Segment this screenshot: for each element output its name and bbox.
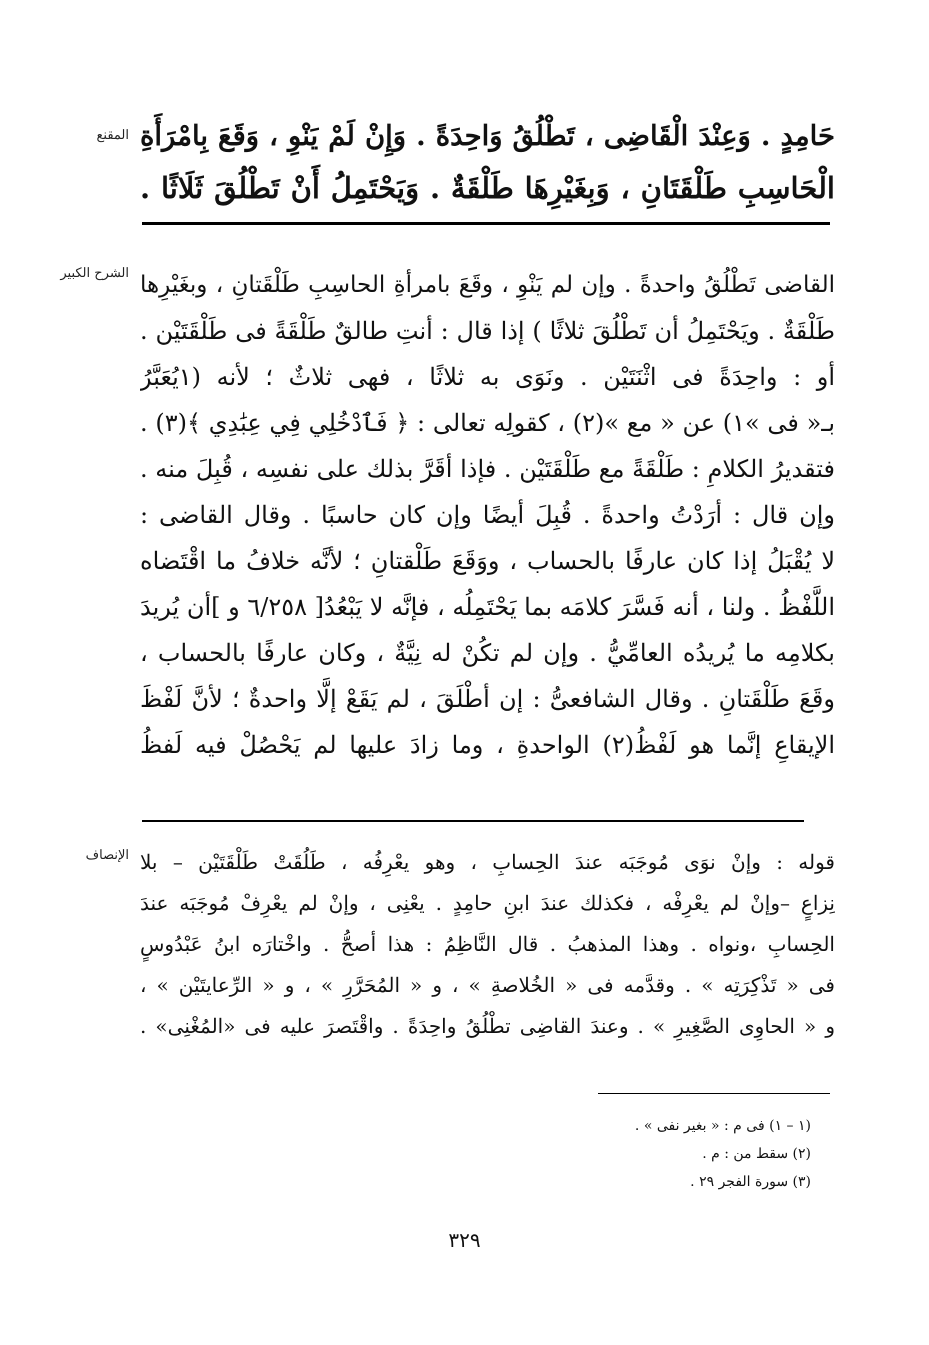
- label-insaf: الإنصاف: [85, 848, 129, 863]
- footnote: (٣) سورة الفجر ٢٩ .: [690, 1174, 811, 1190]
- insaf-line: فى « تَذْكِرَتِه » . وقدَّمه فى « الخُلاصةِ » ، و « المُحَرَّرِ » ، و « الرِّعايتَيْن » ،: [140, 973, 835, 997]
- sharh-line: فتقديرُ الكلامِ : طَلْقَةً مع طَلْقَتَيْن . فإذا أقَرَّ بذلك على نفسِه ، قُبِلَ منه .: [140, 455, 835, 483]
- footnote: (١ – ١) فى م : « بغير نفى » .: [634, 1118, 811, 1134]
- insaf-line: الحِسابِ ،ونواه . وهذا المذهبُ . قال النَّاظِمُ : هذا أصحُّ . واخْتارَه ابنُ عَبْدُوسٍ: [140, 932, 835, 956]
- sharh-line: بـ« فى »١) عن « مع »(٢) ، كقولِه تعالى : ﴿ فَٱدْخُلِي فِي عِبَٰدِي ﴾(٣) .: [140, 409, 835, 437]
- sharh-line: بكلامِه ما يُريدُه العامِّيُّ . وإن لم تكُنْ له نِيَّةٌ ، وكان عارفًا بالحساب ،: [140, 639, 835, 667]
- sharh-text: [140, 262, 835, 768]
- sharh-line: وإن قال : أرَدْتُ واحدةً . قُبِلَ أيضًا وإن كان حاسبًا . وقال القاضى :: [140, 501, 835, 529]
- muqni-line: حَامِدٍ . وَعِنْدَ الْقَاضِى ، تَطْلُقُ وَاحِدَةً . وَإِنْ لَمْ يَنْوِ ، وَقَعَ بِامْرَأَةِ: [140, 120, 835, 152]
- sharh-line: لا يُقْبَلُ إذا كان عارفًا بالحساب ، ووَقَعَ طَلْقتانِ ؛ لأنَّه خلافُ ما اقْتَضاه: [140, 547, 835, 575]
- sharh-line: اللَّفْظُ . ولنا ، أنه فَسَّرَ كلامَه بما يَحْتَمِلُه ، فإنَّه لا يَبْعُدُ[ ٦/٢٥٨ و ]أن يُريدَ: [140, 593, 835, 621]
- muqni-text: [140, 110, 835, 214]
- label-muqni: المقنع: [96, 128, 129, 143]
- label-sharh: الشرح الكبير: [60, 266, 129, 281]
- section-divider: [142, 820, 804, 822]
- footnote: (٢) سقط من : م .: [702, 1146, 811, 1162]
- insaf-line: نِزاعٍ –وإنْ لم يعْرِفْه ، فكذلك عندَ ابنِ حامِدٍ . يعْنِى ، وإنْ لم يعْرِفْ مُوجَبَه عندَ: [140, 891, 835, 915]
- section-divider-thick: [142, 222, 830, 225]
- footnote-divider: [598, 1093, 830, 1094]
- insaf-text: [140, 842, 835, 1047]
- insaf-line: قوله : وإنْ نوَى مُوجَبَه عندَ الحِسابِ ، وهو يعْرِفُه ، طَلُقَتْ طَلْقَتَيْن – بلا: [140, 850, 835, 874]
- sharh-line: القاضى تَطْلُقُ واحدةً . وإن لم يَنْوِ ، وقَعَ بامرأةِ الحاسِبِ طَلْقَتانِ ، وبغَيْرِها: [140, 272, 835, 298]
- sharh-line: الإيقاعِ إنَّما هو لَفْظُ(٢) الواحدةِ ، وما زادَ عليها لم يَحْصُلْ فيه لَفظُ: [140, 731, 835, 759]
- sharh-line: طَلْقَةٌ . ويَحْتَمِلُ أن تَطْلُقَ ثلاثًا ) إذا قال : أنتِ طالقٌ طَلْقَةً فى طَلْقَتَيْن .: [140, 317, 835, 345]
- page-number: ٣٢٩: [448, 1228, 481, 1252]
- insaf-line: و « الحاوِى الصَّغِيرِ » . وعندَ القاضِى تطْلُقُ واحِدَةً . واقْتَصرَ عليه فى «المُغْنِى» .: [140, 1014, 835, 1038]
- muqni-line: الْحَاسِبِ طَلْقَتَانِ ، وَبِغَيْرِهَا طَلْقَةٌ . وَيَحْتَمِلُ أَنْ تَطْلُقَ ثَلَاثًا .: [140, 171, 835, 205]
- sharh-line: أو : واحِدَةً فى اثْنَتَيْن . ونَوَى به ثلاثًا ، فهى ثلاثٌ ؛ لأنه (١يُعَبَّرُ: [140, 363, 835, 391]
- sharh-line: وقَعَ طَلْقَتانِ . وقال الشافعىُّ : إن أطْلَقَ ، لم يَقَعْ إلَّا واحدةٌ ؛ لأنَّ لَفْظَ: [140, 685, 835, 713]
- footnotes: [491, 1112, 811, 1196]
